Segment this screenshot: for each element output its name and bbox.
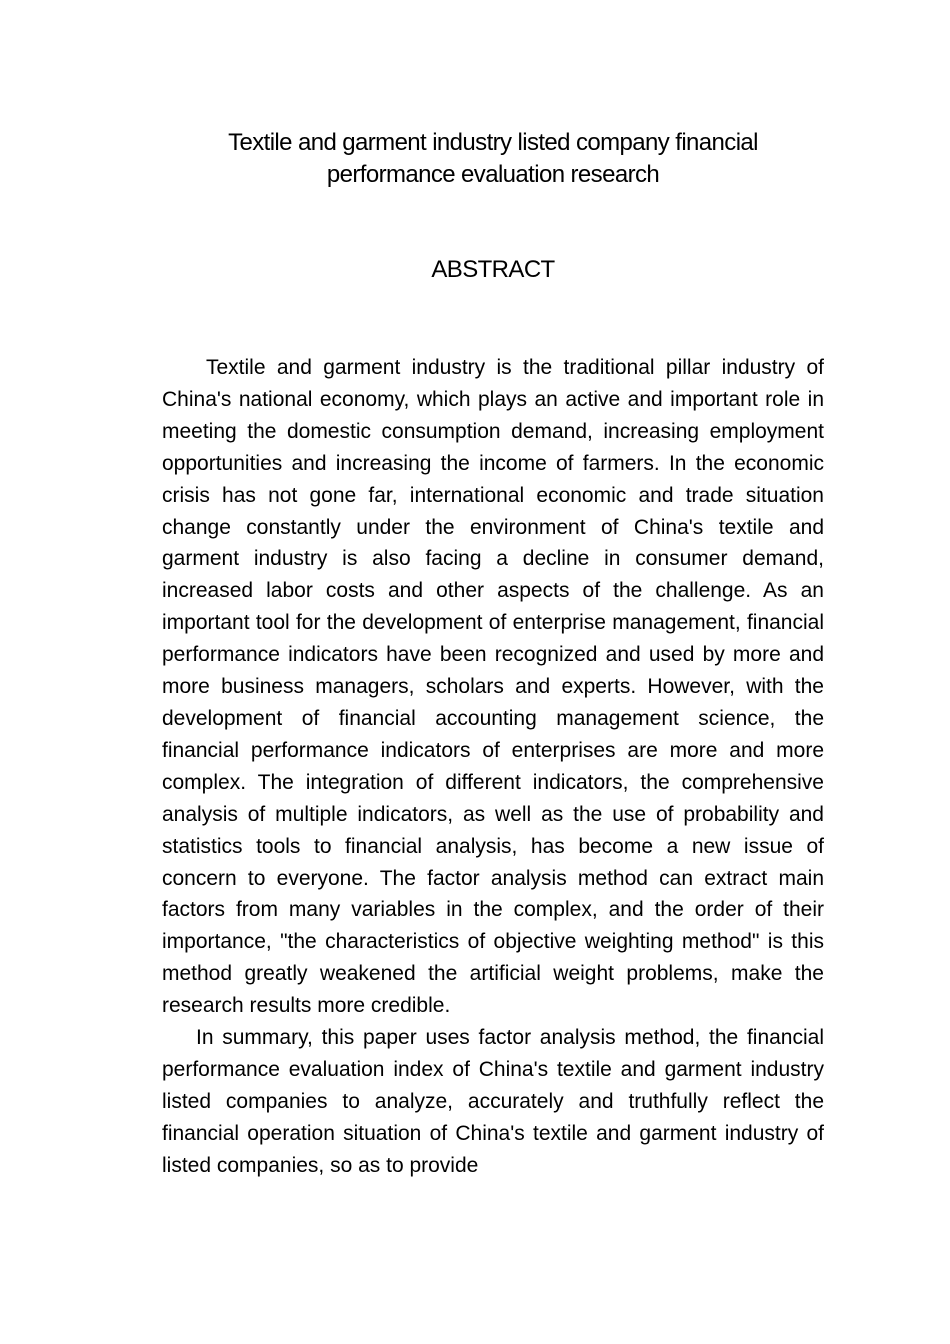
- abstract-paragraph-2: In summary, this paper uses factor analysis method, the financial performance evaluation index of China's textile and garment industry listed companies to analyze, accurately and truthfully reflect the financial operation situation of China's textile and garment industry of listed companies, so as to provide: [162, 1026, 824, 1177]
- abstract-heading: ABSTRACT: [431, 256, 555, 283]
- abstract-body: [162, 352, 824, 1182]
- abstract-paragraph-1: Textile and garment industry is the traditional pillar industry of China's national economy, which plays an active and important role in meeting the domestic consumption demand, increasing employment opportunities and increasing the income of farmers. In the economic crisis has not gone far, international economic and trade situation change constantly under the environment of China's textile and garment industry is also facing a decline in consumer demand, increased labor costs and other aspects of the challenge. As an important tool for the development of enterprise management, financial performance indicators have been recognized and used by more and more business managers, scholars and experts. However, with the development of financial accounting management science, the financial performance indicators of enterprises are more and more complex. The integration of different indicators, the comprehensive analysis of multiple indicators, as well as the use of probability and statistics tools to financial analysis, has become a new issue of concern to everyone. The factor analysis method can extract main factors from many variables in the complex, and the order of their importance, "the characteristics of objective weighting method" is this method greatly weakened the artificial weight problems, make the research results more credible.: [162, 356, 824, 1018]
- paper-title: Textile and garment industry listed company financial performance evaluation research: [228, 129, 758, 188]
